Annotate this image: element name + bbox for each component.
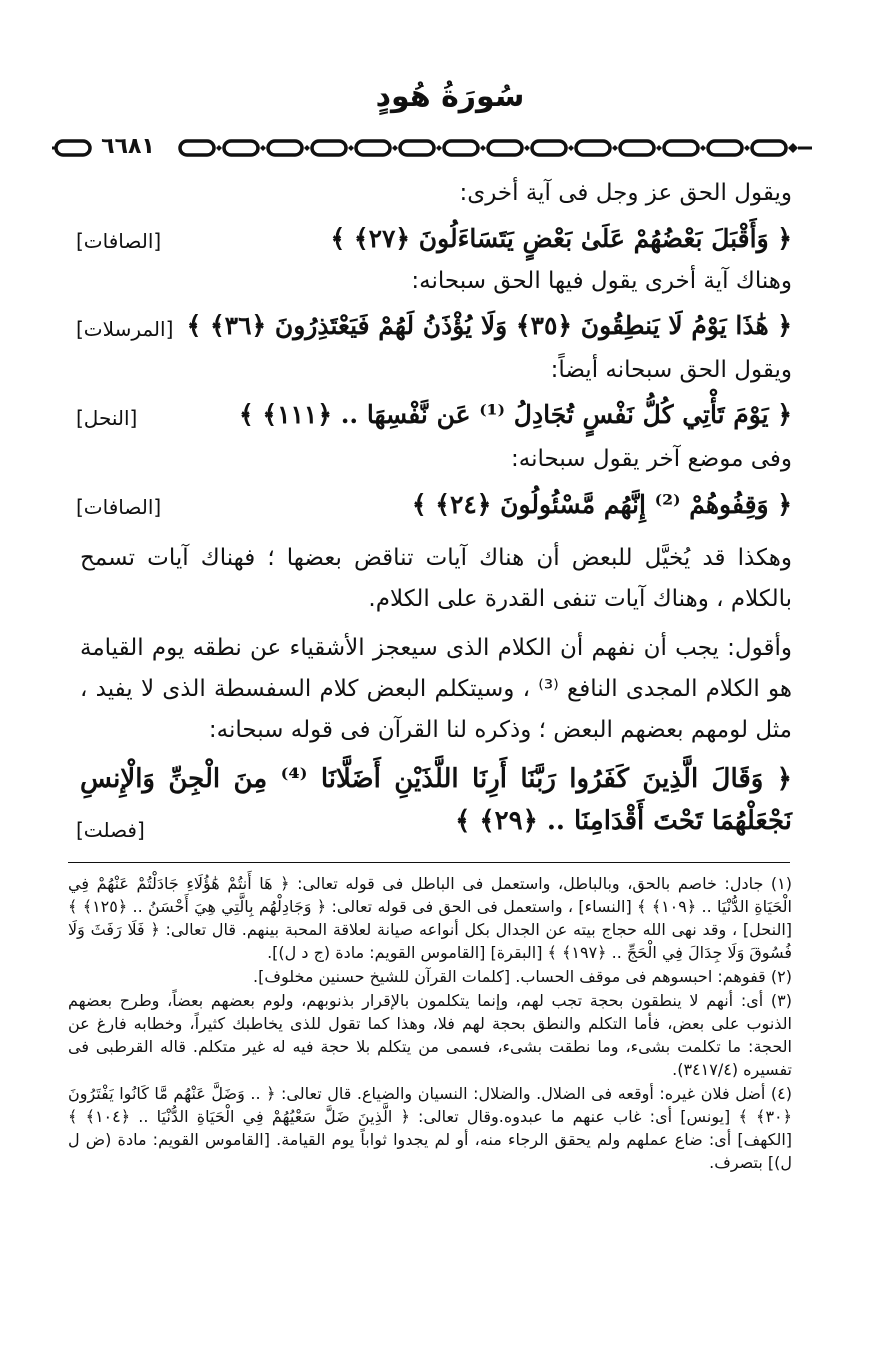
footnote-3: (٣) أى: أنهم لا ينطقون بحجة تجب لهم، وإنما يتكلمون بالإقرار بذنوبهم، ولوم بعضهم بعضاً، وطرح بعضهم الذنوب على بعض، فأما التكلم والنطق بحجة لهم فلا، وهذا كما تقول للذى يخاطبك كثيراً، وخطابه فارغ عن الحجة: ما تكلمت بشىء، وما نطقت بشىء، فسمى من يتكلم بلا حجة فيه له غير متكلم. قاله القرطبى فى تفسيره (٣٤١٧/٤). — [68, 991, 792, 1079]
footnotes — [68, 872, 792, 1175]
surah-reference-almursalat: [المرسلات] — [76, 317, 174, 341]
surah-reference-assaffat: [الصافات] — [76, 229, 162, 253]
quran-verse-fussilat-29: ﴿ وَقَالَ الَّذِينَ كَفَرُوا رَبَّنَا أَرِنَا اللَّذَيْنِ أَضَلَّانَا ⁽⁴⁾ مِنَ الْجِنِّ وَالْإِنسِ نَجْعَلْهُمَا تَحْتَ أَقْدَامِنَا .. ﴿٢٩﴾ ﴾ — [80, 764, 792, 836]
surah-reference-fussilat: [فصلت] — [76, 818, 145, 842]
body-line-intro-2: وهناك آية أخرى يقول فيها الحق سبحانه: — [411, 268, 792, 294]
footnote-separator — [68, 862, 790, 863]
body-line-intro-4: وفى موضع آخر يقول سبحانه: — [511, 446, 792, 472]
surah-title-calligraphy: سُورَةُ هُودٍ — [375, 79, 525, 114]
footnote-2: (٢) قفوهم: احبسوهم فى موقف الحساب. [كلمات القرآن للشيخ حسنين مخلوف]. — [253, 967, 792, 986]
surah-reference-assaffat-2: [الصافات] — [76, 495, 162, 519]
body-line-intro-1: ويقول الحق عز وجل فى آية أخرى: — [459, 180, 792, 206]
paragraph-explanation: وأقول: يجب أن نفهم أن الكلام الذى سيعجز الأشقياء عن نطقه يوم القيامة هو الكلام المجدى النافع ⁽³⁾ ، وسيتكلم البعض كلام السفسطة الذى لا يفيد ، مثل لومهم بعضهم البعض ؛ وذكره لنا القرآن فى قوله سبحانه: — [80, 635, 792, 743]
quran-verse-assaffat-24: ﴿ وَقِفُوهُمْ ⁽²⁾ إِنَّهُم مَّسْئُولُونَ ﴿٢٤﴾ ﴾ — [411, 490, 792, 519]
paragraph-contradiction: وهكذا قد يُخيَّل للبعض أن هناك آيات تناقض بعضها ؛ فهناك آيات تسمح بالكلام ، وهناك آيات تنفى القدرة على الكلام. — [80, 545, 792, 612]
quran-verse-annahl-111: ﴿ يَوْمَ تَأْتِي كُلُّ نَفْسٍ تُجَادِلُ ⁽¹⁾ عَن نَّفْسِهَا .. ﴿١١١﴾ ﴾ — [239, 400, 792, 429]
footnote-4: (٤) أضل فلان غيره: أوقعه فى الضلال. والضلال: النسيان والضياع. قال تعالى: ﴿ .. وَضَلَّ عَنْهُم مَّا كَانُوا يَفْتَرُونَ ﴿٣٠﴾ ﴾ [يونس] أى: غاب عنهم ما عبدوه.وقال تعالى: ﴿ الَّذِينَ ضَلَّ سَعْيُهُمْ فِي الْحَيَاةِ الدُّنْيَا .. ﴿١٠٤﴾ ﴾ [الكهف] أى: ضاع عملهم ولم يحقق الرجاء منه، أو لم يجدوا ثواباً يوم القيامة. [القاموس القويم: مادة (ض ل ل)] بتصرف. — [68, 1084, 792, 1172]
body-line-intro-3: ويقول الحق سبحانه أيضاً: — [550, 357, 792, 383]
quran-verse-almursalat-35-36: ﴿ هَٰذَا يَوْمُ لَا يَنطِقُونَ ﴿٣٥﴾ وَلَا يُؤْذَنُ لَهُمْ فَيَعْتَذِرُونَ ﴿٣٦﴾ ﴾ — [186, 311, 792, 340]
footnote-1: (١) جادل: خاصم بالحق، وبالباطل، واستعمل فى الباطل فى قوله تعالى: ﴿ هَا أَنتُمْ هَٰؤُلَاءِ جَادَلْتُمْ عَنْهُمْ فِي الْحَيَاةِ الدُّنْيَا .. ﴿١٠٩﴾ ﴾ [النساء] ، واستعمل فى الحق فى قوله تعالى: ﴿ وَجَادِلْهُم بِالَّتِي هِيَ أَحْسَنُ .. ﴿١٢٥﴾ ﴾ [النحل] ، وقد نهى الله حجاج بيته عن الجدال بكل أنواعه صيانة لعلاقة المحبة بينهم. قال تعالى: ﴿ فَلَا رَفَثَ وَلَا فُسُوقَ وَلَا جِدَالَ فِي الْحَجِّ .. ﴿١٩٧﴾ ﴾ [البقرة] [القاموس القويم: مادة (ج د ل)]. — [68, 874, 792, 962]
surah-reference-annahl: [النحل] — [76, 406, 138, 430]
ornament-chain-divider — [52, 136, 812, 160]
quran-verse-assaffat-27: ﴿ وَأَقْبَلَ بَعْضُهُمْ عَلَىٰ بَعْضٍ يَتَسَاءَلُونَ ﴿٢٧﴾ ﴾ — [330, 224, 792, 253]
page-number: ٦٦٨١ — [92, 132, 164, 162]
